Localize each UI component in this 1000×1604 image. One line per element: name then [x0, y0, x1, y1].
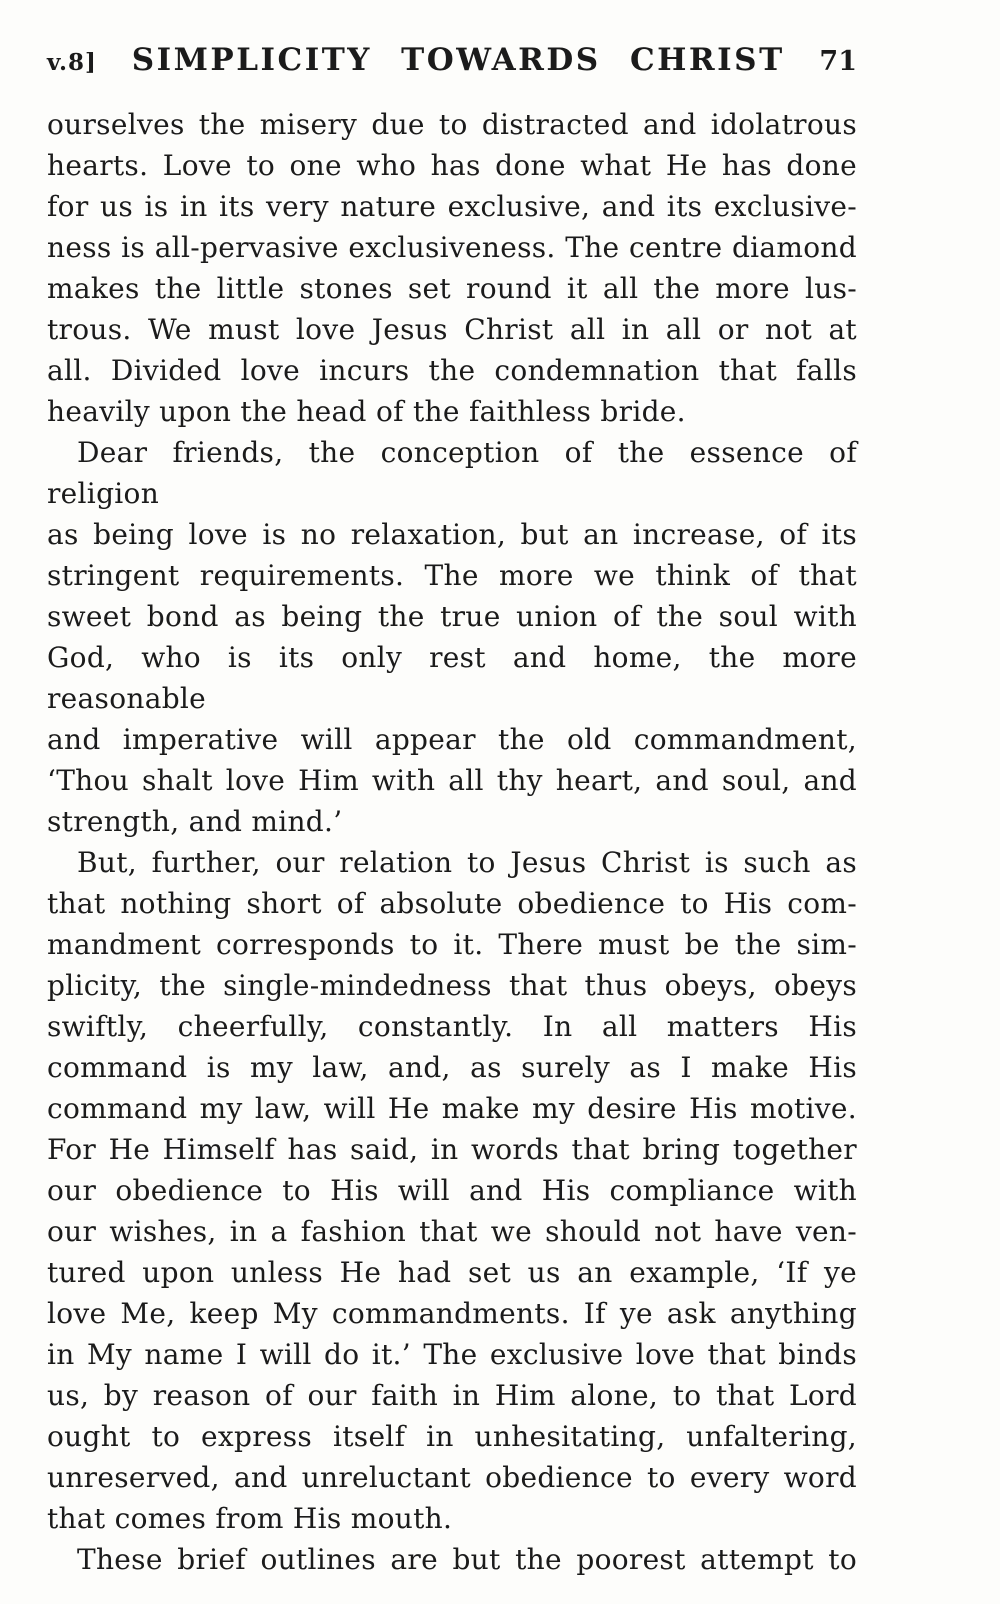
text-line: for us is in its very nature exclusive, and its exclusive-	[47, 190, 857, 223]
text-line: makes the little stones set round it all the more lus-	[47, 272, 857, 305]
body-text	[47, 104, 857, 1580]
running-title: SIMPLICITY TOWARDS CHRIST	[131, 42, 785, 78]
text-line: hearts. Love to one who has done what He has done	[47, 149, 857, 182]
text-line: command is my law, and, as surely as I make His	[47, 1051, 857, 1084]
text-line: all. Divided love incurs the condemnation that falls	[47, 354, 857, 387]
text-line: mandment corresponds to it. There must be the sim-	[47, 928, 857, 961]
text-line: us, by reason of our faith in Him alone, to that Lord	[47, 1379, 857, 1412]
text-line: These brief outlines are but the poorest attempt to	[77, 1543, 857, 1576]
paragraph-2	[47, 432, 857, 842]
text-line: stringent requirements. The more we think of that	[47, 559, 857, 592]
text-line: unreserved, and unreluctant obedience to every word	[47, 1461, 857, 1494]
text-line: swiftly, cheerfully, constantly. In all matters His	[47, 1010, 857, 1043]
text-line: command my law, will He make my desire His motive.	[47, 1092, 857, 1125]
text-line: love Me, keep My commandments. If ye ask anything	[47, 1297, 857, 1330]
page-number: 71	[819, 46, 857, 77]
text-line: For He Himself has said, in words that bring together	[47, 1133, 857, 1166]
text-line: ‘Thou shalt love Him with all thy heart, and soul, and	[47, 764, 857, 797]
text-line: sweet bond as being the true union of the soul with	[47, 600, 857, 633]
text-line: and imperative will appear the old commandment,	[47, 723, 857, 756]
text-line: But, further, our relation to Jesus Christ is such as	[77, 846, 857, 879]
text-line: ought to express itself in unhesitating, unfaltering,	[47, 1420, 857, 1453]
text-line: God, who is its only rest and home, the more reasonable	[47, 641, 857, 715]
text-line: that nothing short of absolute obedience to His com-	[47, 887, 857, 920]
text-line: tured upon unless He had set us an example, ‘If ye	[47, 1256, 857, 1289]
text-line: as being love is no relaxation, but an increase, of its	[47, 518, 857, 551]
text-line: strength, and mind.’	[47, 805, 343, 838]
text-line: our wishes, in a fashion that we should not have ven-	[47, 1215, 857, 1248]
paragraph-3	[47, 842, 857, 1539]
text-line: our obedience to His will and His compliance with	[47, 1174, 857, 1207]
section-marker: v.8]	[47, 49, 97, 76]
text-line: Dear friends, the conception of the essence of religion	[47, 436, 857, 510]
paragraph-4	[47, 1539, 857, 1580]
text-line: trous. We must love Jesus Christ all in all or not at	[47, 313, 857, 346]
text-line: ourselves the misery due to distracted and idolatrous	[47, 108, 857, 141]
text-line: that comes from His mouth.	[47, 1502, 453, 1535]
text-line: in My name I will do it.’ The exclusive love that binds	[47, 1338, 857, 1371]
page-header	[47, 42, 857, 78]
text-line: ness is all-pervasive exclusiveness. The centre diamond	[47, 231, 857, 264]
text-line: heavily upon the head of the faithless bride.	[47, 395, 686, 428]
paragraph-1	[47, 104, 857, 432]
text-line: plicity, the single-mindedness that thus obeys, obeys	[47, 969, 857, 1002]
